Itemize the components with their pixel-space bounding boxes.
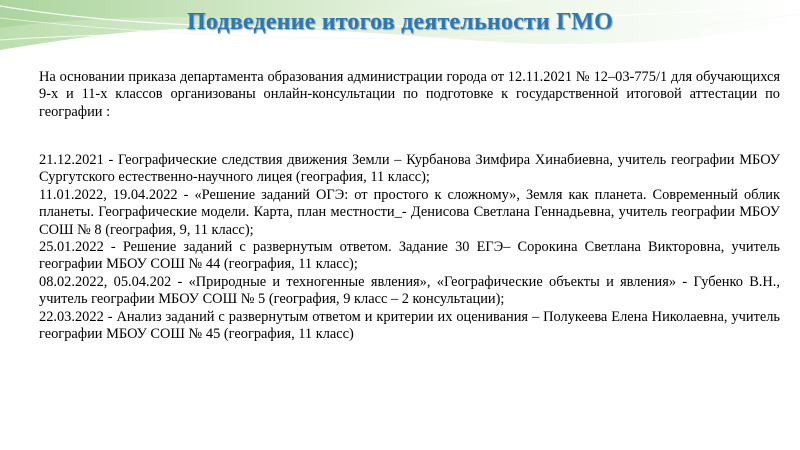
consultation-entry: 25.01.2022 - Решение заданий с развернутым ответом. Задание 30 ЕГЭ– Сорокина Светлана Викторовна, учитель географии МБОУ СОШ № 44 (география, 11 класс); — [39, 239, 780, 273]
consultation-entry: 11.01.2022, 19.04.2022 - «Решение заданий ОГЭ: от простого к сложному», Земля как планета. Современный облик планеты. Географические модели. Карта, план местности_- Денисова Светлана Геннадьевна, учитель географии МБОУ СОШ № 8 (география, 9, 11 класс); — [39, 186, 780, 238]
consultation-entry: 21.12.2021 - Географические следствия движения Земли – Курбанова Зимфира Хинабиевна, учитель географии МБОУ Сургутского естественно-научного лицея (география, 11 класс); — [39, 152, 780, 186]
consultation-entry: 22.03.2022 - Анализ заданий с развернутым ответом и критерии их оценивания – Полукеева Елена Николаевна, учитель географии МБОУ СОШ № 45 (география, 11 класс) — [39, 308, 780, 343]
consultation-entry: 08.02.2022, 05.04.202 - «Природные и техногенные явления», «Географические объекты и явления» - Губенко В.Н., учитель географии МБОУ СОШ № 5 (география, 9 класс – 2 консультации); — [39, 273, 780, 308]
consultation-list — [39, 152, 780, 343]
intro-paragraph: На основании приказа департамента образования администрации города от 12.11.2021 № 12–03-775/1 для обучающихся 9-х и 11-х классов организованы онлайн-консультации по подготовке к государственной итоговой аттестации по географии : — [39, 69, 780, 120]
slide-title: Подведение итогов деятельности ГМО — [186, 9, 614, 35]
